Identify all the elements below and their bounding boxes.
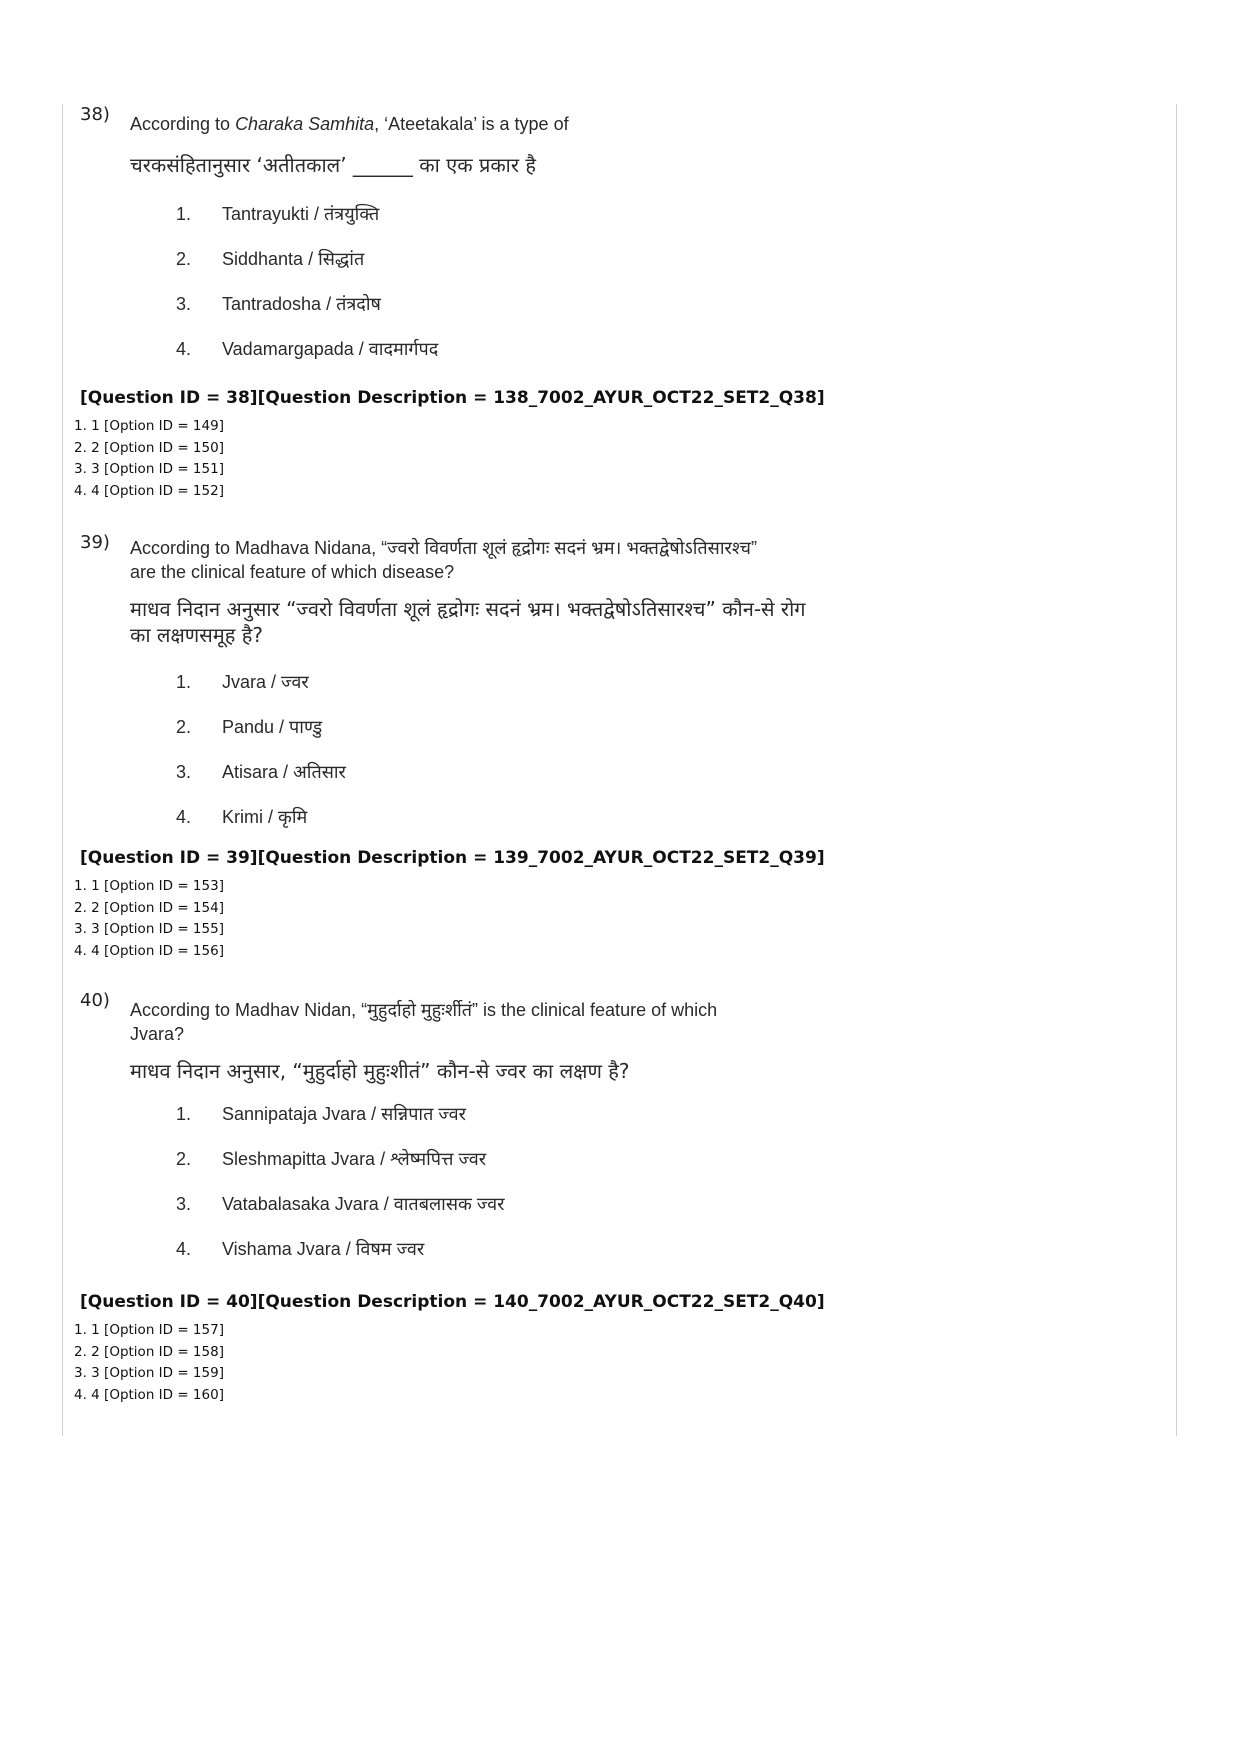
option-4[interactable] — [176, 805, 307, 829]
option-id-item: 2. 2 [Option ID = 158] — [74, 1343, 224, 1360]
option-id-list — [74, 1320, 224, 1406]
question-text-line: According to Madhav Nidan, “मुहुर्दाहो मुहुःर्शीतं” is the clinical feature of which — [130, 1000, 718, 1020]
option-number: 3. — [176, 762, 192, 782]
question-text-english — [130, 112, 569, 136]
question-text-line: माधव निदान अनुसार “ज्वरो विवर्णता शूलं हृद्रोगः सदनं भ्रम। भक्तद्वेषोऽतिसारश्च” कौन-से रोग — [130, 597, 806, 621]
option-label: Vatabalasaka Jvara / वातबलासक ज्वर — [222, 1194, 505, 1214]
option-number: 3. — [176, 294, 192, 314]
option-id-item: 4. 4 [Option ID = 152] — [74, 482, 224, 499]
option-2[interactable] — [176, 715, 322, 739]
option-id-item: 2. 2 [Option ID = 154] — [74, 899, 224, 916]
option-label: Krimi / कृमि — [222, 807, 308, 827]
option-id-item: 3. 3 [Option ID = 155] — [74, 921, 224, 938]
option-3[interactable] — [176, 292, 381, 316]
question-text-line: According to Madhava Nidana, “ज्वरो विवर्णता शूलं हृद्रोगः सदनं भ्रम। भक्तद्वेषोऽतिसारश्च” — [130, 538, 757, 558]
option-label: Siddhanta / सिद्धांत — [222, 249, 365, 269]
page-border-right — [1176, 104, 1177, 1436]
option-id-item: 4. 4 [Option ID = 156] — [74, 942, 224, 959]
option-id-item: 3. 3 [Option ID = 151] — [74, 461, 224, 478]
option-label: Atisara / अतिसार — [222, 762, 346, 782]
option-id-item: 1. 1 [Option ID = 153] — [74, 878, 224, 894]
question-text-line: Jvara? — [130, 1024, 185, 1044]
question-text-hindi — [130, 596, 806, 648]
option-number: 3. — [176, 1194, 192, 1214]
question-text-hindi: माधव निदान अनुसार, “मुहुर्दाहो मुहुःशीतं” कौन-से ज्वर का लक्षण है? — [130, 1059, 630, 1083]
option-number: 1. — [176, 672, 192, 692]
option-2[interactable] — [176, 1147, 486, 1171]
question-text-hindi: चरकसंहितानुसार ‘अतीतकाल’ ______ का एक प्रकार है — [130, 153, 537, 177]
option-id-item: 3. 3 [Option ID = 159] — [74, 1365, 224, 1382]
question-meta-title: [Question ID = 39][Question Description = 139_7002_AYUR_OCT22_SET2_Q39] — [80, 848, 825, 868]
option-id-item: 2. 2 [Option ID = 150] — [74, 439, 224, 456]
option-2[interactable] — [176, 247, 364, 271]
option-label: Jvara / ज्वर — [222, 672, 309, 692]
option-number: 4. — [176, 807, 192, 827]
option-label: Pandu / पाण्डु — [222, 717, 323, 737]
option-label: Sleshmapitta Jvara / श्लेष्मपित्त ज्वर — [222, 1149, 487, 1169]
question-text-english — [130, 998, 717, 1046]
option-id-item: 1. 1 [Option ID = 157] — [74, 1322, 224, 1338]
question-number: 38) — [80, 104, 110, 125]
option-number: 2. — [176, 717, 192, 737]
option-1[interactable] — [176, 202, 379, 226]
question-meta-title: [Question ID = 40][Question Description = 140_7002_AYUR_OCT22_SET2_Q40] — [80, 1292, 825, 1312]
question-text-italic: Charaka Samhita — [235, 114, 375, 134]
question-text-line: का लक्षणसमूह है? — [130, 623, 263, 647]
option-number: 1. — [176, 1104, 192, 1124]
option-label: Vishama Jvara / विषम ज्वर — [222, 1239, 425, 1259]
option-3[interactable] — [176, 760, 346, 784]
option-number: 4. — [176, 339, 192, 359]
option-label: Sannipataja Jvara / सन्निपात ज्वर — [222, 1104, 467, 1124]
option-label: Tantrayukti / तंत्रयुक्ति — [222, 204, 380, 224]
option-id-list — [74, 416, 224, 502]
option-number: 2. — [176, 1149, 192, 1169]
option-label: Vadamargapada / वादमार्गपद — [222, 339, 439, 359]
question-text-line: are the clinical feature of which disease? — [130, 562, 455, 582]
option-label: Tantradosha / तंत्रदोष — [222, 294, 381, 314]
option-1[interactable] — [176, 670, 309, 694]
question-number: 39) — [80, 532, 110, 553]
option-4[interactable] — [176, 1237, 424, 1261]
option-number: 1. — [176, 204, 192, 224]
option-id-item: 1. 1 [Option ID = 149] — [74, 418, 224, 434]
option-3[interactable] — [176, 1192, 505, 1216]
option-4[interactable] — [176, 337, 438, 361]
option-number: 4. — [176, 1239, 192, 1259]
question-text-english — [130, 536, 757, 584]
option-1[interactable] — [176, 1102, 466, 1126]
question-number: 40) — [80, 990, 110, 1011]
question-text-part: According to — [130, 114, 236, 134]
option-number: 2. — [176, 249, 192, 269]
question-text-part: , ‘Ateetakala’ is a type of — [374, 114, 569, 134]
option-id-list — [74, 876, 224, 962]
page-border-left — [62, 104, 63, 1436]
question-meta-title: [Question ID = 38][Question Description = 138_7002_AYUR_OCT22_SET2_Q38] — [80, 388, 825, 408]
option-id-item: 4. 4 [Option ID = 160] — [74, 1386, 224, 1403]
